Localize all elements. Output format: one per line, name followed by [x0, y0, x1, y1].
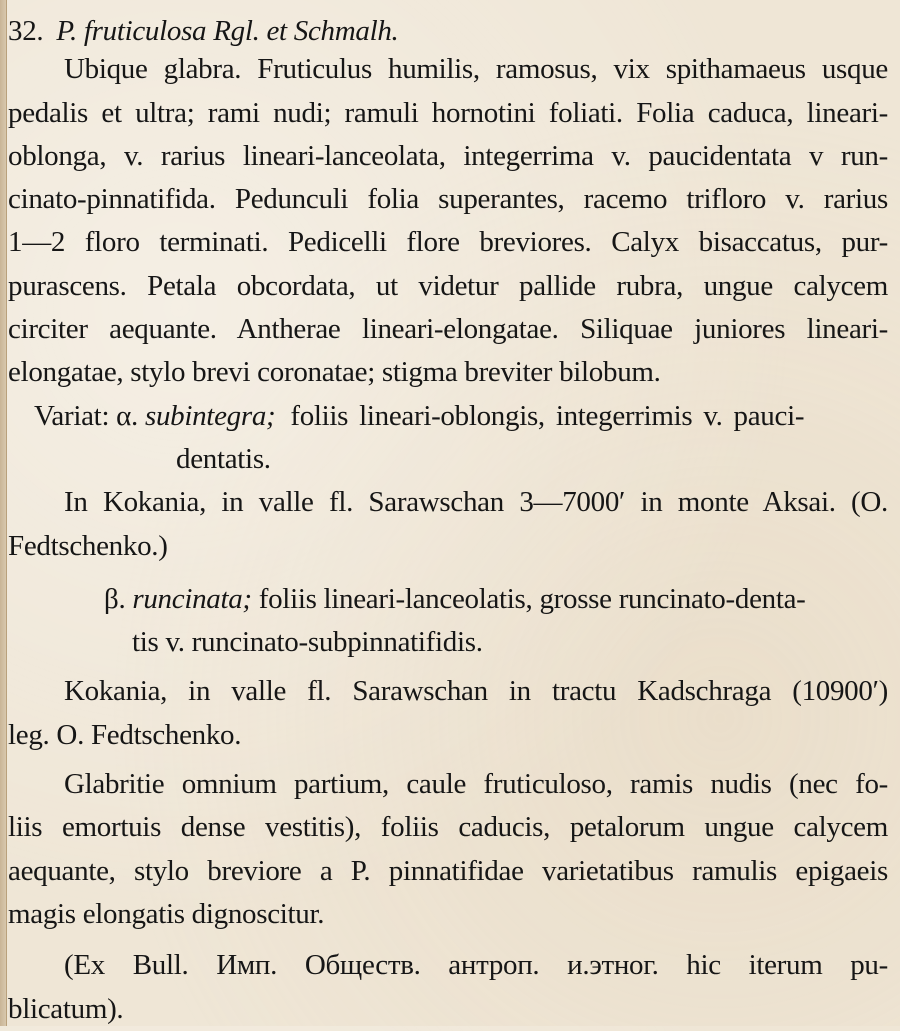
- locality-line: Fedtschenko.): [8, 529, 168, 562]
- variety-alpha-line: [8, 395, 888, 438]
- text-line: purascens. Petala obcordata, ut videtur pallide rubra, ungue calycem: [8, 269, 888, 302]
- source-note: [8, 944, 888, 1031]
- variety-marker: α.: [116, 399, 139, 432]
- diagnosis-paragraph: [8, 763, 888, 936]
- text-line: blicatum).: [8, 992, 124, 1025]
- locality-line: Kokania, in valle fl. Sarawschan in tractu Kadschraga (10900′): [64, 675, 888, 708]
- variety-alpha: [8, 395, 888, 568]
- species-number: 32.: [8, 15, 44, 47]
- text-line: Glabritie omnium partium, caule fruticuloso, ramis nudis (nec fo-: [64, 768, 888, 801]
- text-line: 1—2 floro terminati. Pedicelli flore breviores. Calyx bisaccatus, pur-: [8, 226, 888, 259]
- document-page: [8, 0, 888, 1031]
- variety-beta-line: [8, 578, 888, 621]
- description-paragraph: [8, 48, 888, 394]
- variety-name: subintegra;: [144, 399, 276, 432]
- species-heading: [8, 2, 888, 45]
- text-line: magis elongatis dignoscitur.: [8, 897, 325, 930]
- text-line: liis emortuis dense vestitis), foliis caducis, petalorum ungue calycem: [8, 811, 888, 844]
- text-line: aequante, stylo breviore a P. pinnatifidae varietatibus ramulis epigaeis: [8, 854, 888, 887]
- text-line: cinato-pinnatifida. Pedunculi folia superantes, racemo trifloro v. rarius: [8, 183, 888, 216]
- text-line: oblonga, v. rarius lineari-lanceolata, integerrima v. paucidentata v run-: [8, 139, 888, 172]
- text-line: tis v. runcinato-subpinnatifidis.: [132, 626, 483, 659]
- text-line: (Ex Bull. Имп. Обществ. антроп. и.этног. hic iterum pu-: [64, 949, 888, 982]
- variety-description: foliis lineari-lanceolatis, grosse runcinato-denta-: [258, 582, 806, 615]
- variat-label: Variat:: [34, 399, 110, 432]
- text-line: circiter aequante. Antherae lineari-elongatae. Siliquae juniores lineari-: [8, 313, 888, 346]
- text-line: pedalis et ultra; rami nudi; ramuli hornotini foliati. Folia caduca, lineari-: [8, 96, 888, 129]
- locality-line: leg. O. Fedtschenko.: [8, 718, 242, 751]
- locality-line: In Kokania, in valle fl. Sarawschan 3—7000′ in monte Aksai. (O.: [64, 486, 888, 519]
- text-line: Ubique glabra. Fruticulus humilis, ramosus, vix spithamaeus usque: [64, 53, 888, 86]
- text-line: dentatis.: [176, 442, 271, 475]
- variety-marker: β.: [104, 582, 126, 615]
- variety-name: runcinata;: [132, 582, 252, 615]
- variety-description: foliis lineari-oblongis, integerrimis v. pauci-: [290, 399, 805, 432]
- species-name: P. fruticulosa Rgl. et Schmalh.: [56, 15, 399, 47]
- text-line: elongatae, stylo brevi coronatae; stigma breviter bilobum.: [8, 356, 661, 389]
- page-binding-edge: [0, 0, 7, 1026]
- variety-beta: [8, 578, 888, 757]
